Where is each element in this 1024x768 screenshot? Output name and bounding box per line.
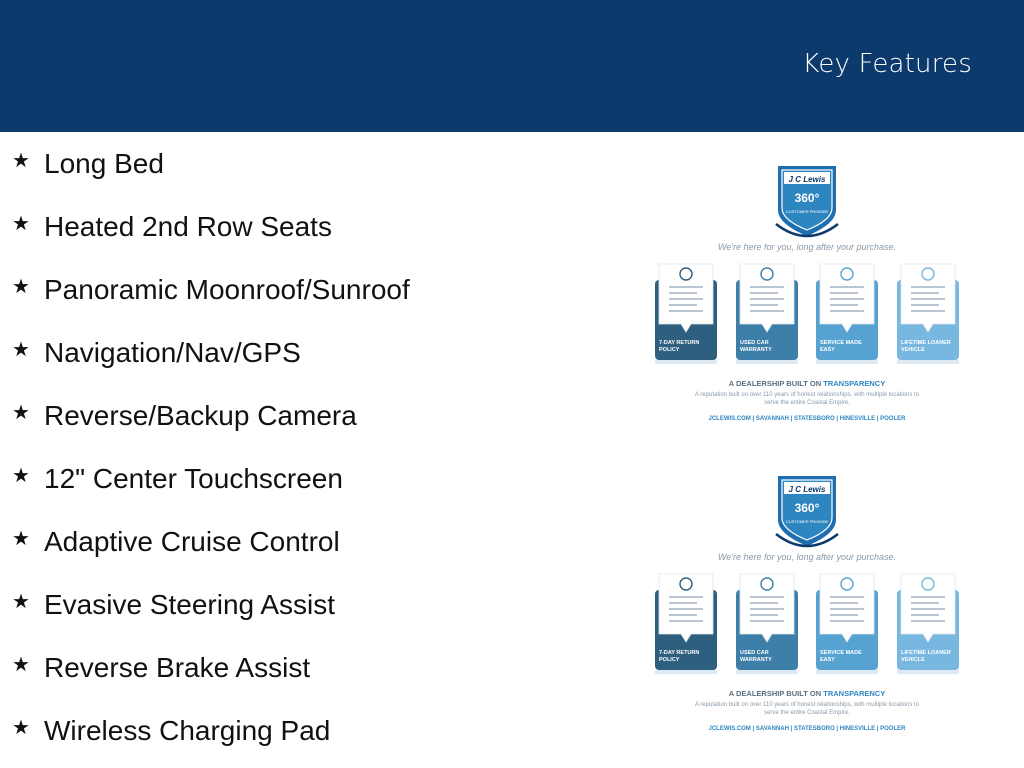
feature-label: Reverse Brake Assist: [44, 652, 311, 683]
badge-sub: CUSTOMER PROMISE: [785, 519, 829, 524]
promise-badge: [776, 476, 838, 546]
badge-number: 360°: [794, 191, 820, 205]
card-label: USED CAR: [740, 650, 769, 656]
promise-footer: JCLEWIS.COM | SAVANNAH | STATESBORO | HINESVILLE | POOLER: [708, 416, 906, 422]
heading-highlight: TRANSPARENCY: [823, 689, 886, 698]
badge-sub: CUSTOMER PROMISE: [785, 209, 829, 214]
card-label: SERVICE MADE: [820, 650, 862, 656]
card-label: WARRANTY: [740, 657, 772, 663]
card-label: WARRANTY: [740, 347, 772, 353]
page-title: Key Features: [802, 49, 972, 79]
feature-label: Panoramic Moonroof/Sunroof: [44, 274, 410, 305]
star-icon: ★: [12, 526, 30, 550]
feature-label: Navigation/Nav/GPS: [44, 337, 301, 368]
customer-promise-graphic: [648, 468, 964, 738]
feature-item: [0, 132, 620, 195]
promise-card: [816, 574, 878, 674]
star-icon: ★: [12, 715, 30, 739]
feature-label: Wireless Charging Pad: [44, 715, 331, 746]
feature-label: Heated 2nd Row Seats: [44, 211, 332, 242]
star-icon: ★: [12, 337, 30, 361]
promise-subtext: A reputation built on over 110 years of honest relationships, with multiple locations to: [694, 702, 920, 708]
promise-subtext: A reputation built on over 110 years of honest relationships, with multiple locations to: [694, 392, 920, 398]
card-label: EASY: [820, 657, 835, 663]
feature-item: [0, 258, 620, 321]
promise-subtext: serve the entire Coastal Empire.: [764, 710, 850, 716]
feature-label: 12" Center Touchscreen: [44, 463, 343, 494]
brand-text: J C Lewis: [788, 485, 826, 494]
feature-item: [0, 447, 620, 510]
feature-item: [0, 510, 620, 573]
feature-label: Adaptive Cruise Control: [44, 526, 340, 557]
heading-prefix: A DEALERSHIP BUILT ON: [728, 689, 822, 698]
promise-footer: JCLEWIS.COM | SAVANNAH | STATESBORO | HINESVILLE | POOLER: [708, 726, 906, 732]
feature-item: [0, 573, 620, 636]
card-label: VEHICLE: [901, 657, 925, 663]
card-label: USED CAR: [740, 340, 769, 346]
card-label: VEHICLE: [901, 347, 925, 353]
star-icon: ★: [12, 400, 30, 424]
promise-card: [736, 574, 798, 674]
customer-promise-graphic: [648, 158, 964, 428]
promise-card: [897, 574, 959, 674]
transparency-heading: [729, 379, 885, 388]
heading-highlight: TRANSPARENCY: [823, 379, 886, 388]
card-label: LIFETIME LOANER: [901, 340, 951, 346]
feature-item: [0, 384, 620, 447]
feature-item: [0, 321, 620, 384]
feature-label: Reverse/Backup Camera: [44, 400, 357, 431]
star-icon: ★: [12, 274, 30, 298]
promise-card: [655, 574, 717, 674]
card-label: 7-DAY RETURN: [659, 650, 700, 656]
feature-label: Evasive Steering Assist: [44, 589, 336, 620]
card-label: EASY: [820, 347, 835, 353]
star-icon: ★: [12, 211, 30, 235]
transparency-heading: [729, 689, 885, 698]
feature-item: [0, 699, 620, 762]
header-banner: [0, 0, 1024, 132]
brand-text: J C Lewis: [788, 175, 826, 184]
promise-card: [655, 264, 717, 364]
heading-prefix: A DEALERSHIP BUILT ON: [728, 379, 822, 388]
promise-card: [897, 264, 959, 364]
promise-subtext: serve the entire Coastal Empire.: [764, 400, 850, 406]
feature-item: [0, 195, 620, 258]
promise-card: [736, 264, 798, 364]
card-label: LIFETIME LOANER: [901, 650, 951, 656]
card-label: POLICY: [659, 657, 680, 663]
card-label: 7-DAY RETURN: [659, 340, 700, 346]
card-label: SERVICE MADE: [820, 340, 862, 346]
promise-tagline: We're here for you, long after your purchase.: [717, 552, 897, 562]
star-icon: ★: [12, 148, 30, 172]
promise-card: [816, 264, 878, 364]
promise-badge: [776, 166, 838, 236]
star-icon: ★: [12, 463, 30, 487]
star-icon: ★: [12, 652, 30, 676]
feature-item: [0, 636, 620, 699]
promise-tagline: We're here for you, long after your purchase.: [717, 242, 897, 252]
card-label: POLICY: [659, 347, 680, 353]
feature-label: Long Bed: [44, 148, 164, 179]
star-icon: ★: [12, 589, 30, 613]
badge-number: 360°: [794, 501, 820, 515]
